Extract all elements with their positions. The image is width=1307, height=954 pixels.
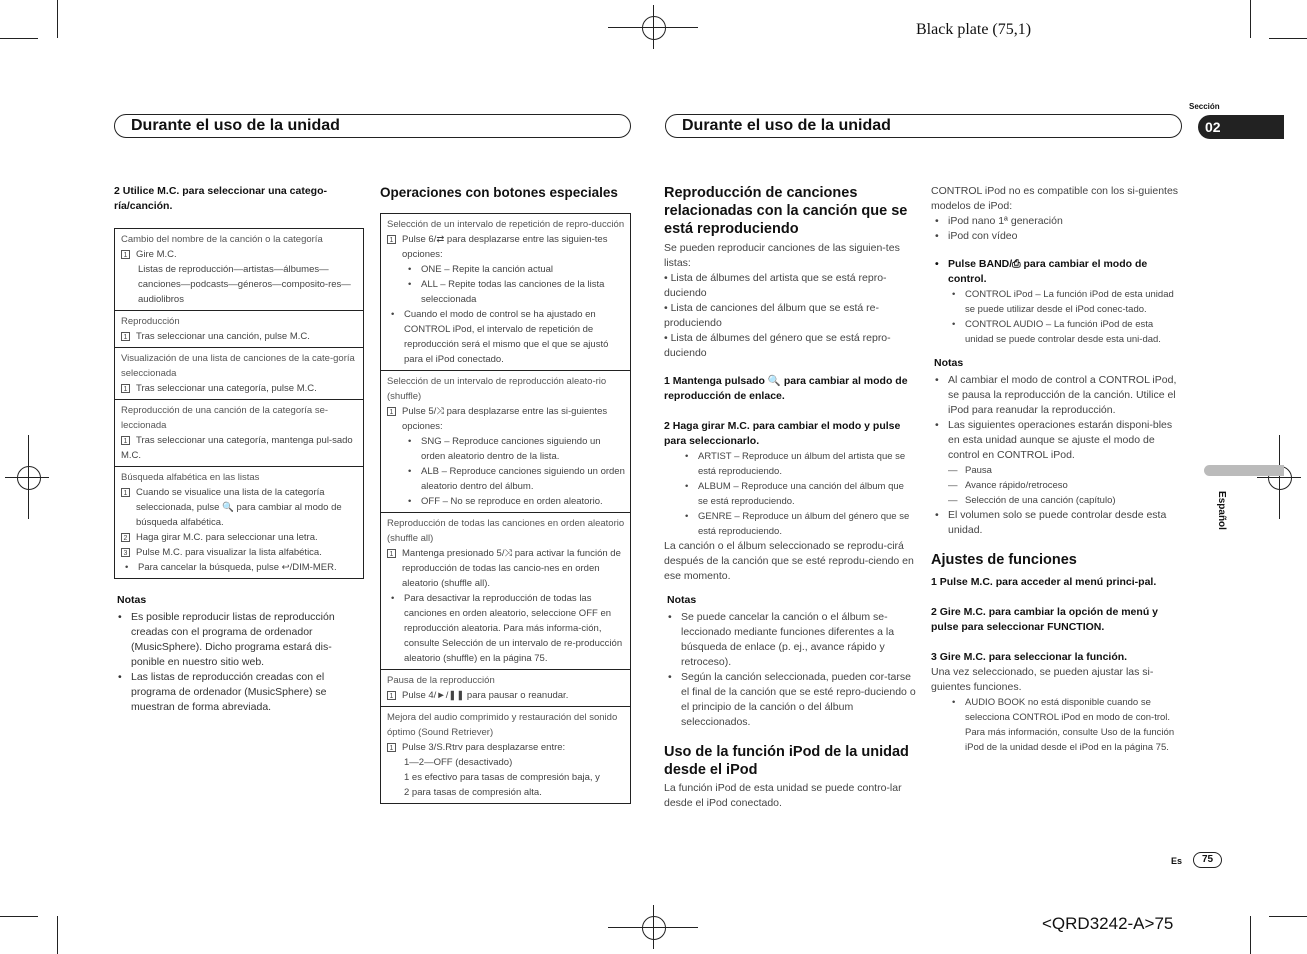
row-text: Pulse 5/⤨ para desplazarse entre las si-guientes opciones:	[402, 406, 608, 432]
section-number: 02	[1205, 119, 1221, 135]
paragraph: La canción o el álbum seleccionado se reprodu-cirá después de la canción que se esté reprodu-ciendo en ese momento.	[664, 540, 914, 582]
table-row	[381, 513, 630, 670]
paragraph: Una vez seleccionado, se pueden ajustar las si-guientes funciones.	[931, 666, 1154, 693]
step-1-heading: 1 Mantenga pulsado 🔍 para cambiar al modo de reproducción de enlace.	[664, 375, 908, 402]
option-item: • ALBUM – Reproduce una canción del álbum que se está reproduciendo.	[664, 479, 916, 509]
crop-mark	[0, 38, 38, 39]
footer-code: <QRD3242-A>75	[1042, 914, 1174, 933]
paragraph: CONTROL iPod no es compatible con los si-guientes modelos de iPod:	[931, 185, 1179, 212]
row-heading: Búsqueda alfabética en las listas	[121, 472, 260, 483]
row-heading: Mejora del audio comprimido y restauración del sonido óptimo (Sound Retriever)	[387, 712, 618, 738]
step-number-icon: 1	[387, 743, 396, 752]
row-heading: Selección de un intervalo de reproducción aleato-rio (shuffle)	[387, 376, 607, 402]
option-item: • CONTROL AUDIO – La función iPod de esta unidad se puede controlar desde esta uni-dad.	[931, 317, 1183, 347]
row-text: 2 para tasas de compresión alta.	[404, 787, 542, 798]
note-item: • Al cambiar el modo de control a CONTROL iPod, se pausa la reproducción de la canción. Utilice el iPod para reanudar la reproducción.	[931, 373, 1183, 418]
section-tab	[1198, 115, 1284, 139]
function-settings-heading: Ajustes de funciones	[931, 552, 1077, 568]
row-heading: Cambio del nombre de la canción o la categoría	[121, 234, 323, 245]
row-text: Mantenga presionado 5/⤨ para activar la función de reproducción de todas las cancio-nes en orden aleatorio (shuffle all).	[402, 548, 621, 589]
step-number-icon: 1	[387, 691, 396, 700]
side-tab-bar	[1204, 465, 1284, 476]
step-2-heading: 2 Gire M.C. para cambiar la opción de menú y pulse para seleccionar FUNCTION.	[931, 606, 1158, 633]
table-row	[381, 371, 630, 513]
table-row	[115, 229, 363, 311]
row-text: Tras seleccionar una categoría, pulse M.C.	[136, 383, 317, 394]
step-number-icon: 1	[121, 384, 130, 393]
special-buttons-table	[380, 213, 631, 804]
row-heading: Reproducción de una canción de la categoría se-leccionada	[121, 405, 329, 431]
left-section-header: Durante el uso de la unidad	[114, 114, 631, 138]
note-item: • Las siguientes operaciones estarán disponi-bles en esta unidad aunque se ajuste el modo de control en CONTROL iPod.	[931, 418, 1183, 463]
crop-mark	[1269, 916, 1307, 917]
registration-line	[1279, 435, 1280, 519]
table-row	[115, 400, 363, 467]
list-item: • iPod con vídeo	[931, 229, 1183, 244]
row-text: Pulse 3/S.Rtrv para desplazarse entre:	[402, 742, 566, 753]
row-text: Listas de reproducción—artistas—álbumes—canciones—podcasts—géneros—composito-res—audiolibros	[138, 264, 351, 305]
crop-mark	[1269, 38, 1307, 39]
step-number-icon: 1	[387, 235, 396, 244]
list-item: • Lista de álbumes del género que se está repro-duciendo	[664, 332, 891, 359]
column-2	[380, 184, 631, 804]
row-text: Tras seleccionar una categoría, mantenga pul-sado M.C.	[121, 435, 353, 461]
row-heading: Reproducción	[121, 316, 180, 327]
option-item: • GENRE – Reproduce un álbum del género que se está reproduciendo.	[664, 509, 916, 539]
row-text: • Para desactivar la reproducción de todas las canciones en orden aleatorio, seleccione OFF en reproducción aleatoria. Para más informa-ción, consulte Selección de un intervalo de re-producción aleatorio (shuffle) en la página 75.	[387, 591, 625, 666]
registration-mark	[17, 466, 41, 490]
row-text: Tras seleccionar una canción, pulse M.C.	[136, 331, 310, 342]
step-number-icon: 1	[121, 436, 130, 445]
link-play-heading: Reproducción de canciones relacionadas con la canción que se está reproduciendo	[664, 185, 908, 237]
step-2-heading: 2 Haga girar M.C. para cambiar el modo y pulse para seleccionarlo.	[664, 420, 901, 447]
column-3	[664, 184, 916, 811]
crop-mark	[1250, 0, 1251, 38]
table-row	[115, 311, 363, 348]
row-text: Gire M.C.	[136, 249, 177, 260]
dash-item: — Avance rápido/retroceso	[948, 478, 1183, 493]
crop-mark	[1250, 916, 1251, 954]
step-number-icon: 1	[121, 488, 130, 497]
list-item: • Lista de álbumes del artista que se está repro-duciendo	[664, 272, 887, 299]
note-item: • El volumen solo se puede controlar desde esta unidad.	[931, 508, 1183, 538]
note-item: • Es posible reproducir listas de reproducción creadas con el programa de ordenador (MusicSphere). Dicho programa estará dis-ponible en nuestro sitio web.	[114, 610, 364, 670]
notes-title: Notas	[934, 357, 964, 369]
column-1	[114, 184, 364, 715]
table-row	[381, 670, 630, 707]
row-text: Pulse 4/►/❚❚ para pausar o reanudar.	[402, 690, 569, 701]
step-number-icon: 1	[387, 549, 396, 558]
list-item: • iPod nano 1ª generación	[931, 214, 1183, 229]
page-lang: Es	[1171, 856, 1183, 866]
option-item: • ONE – Repite la canción actual	[387, 262, 625, 277]
registration-mark	[642, 916, 666, 940]
row-heading: Selección de un intervalo de repetición de repro-ducción	[387, 219, 625, 230]
step-number-icon: 3	[121, 548, 130, 557]
page-number: 75	[1193, 852, 1222, 868]
crop-mark	[57, 0, 58, 38]
paragraph: La función iPod de esta unidad se puede contro-lar desde el iPod conectado.	[664, 782, 902, 809]
list-item: • Lista de canciones del álbum que se está re-produciendo	[664, 302, 879, 329]
registration-line	[5, 477, 49, 478]
row-text: Pulse M.C. para visualizar la lista alfabética.	[136, 547, 322, 558]
row-text: Haga girar M.C. para seleccionar una letra.	[136, 532, 318, 543]
crop-mark	[57, 916, 58, 954]
side-tab-label: Español	[1215, 491, 1227, 530]
option-item: • ARTIST – Reproduce un álbum del artista que se está reproduciendo.	[664, 449, 916, 479]
option-item: • ALB – Reproduce canciones siguiendo un orden aleatorio dentro del álbum.	[387, 464, 625, 494]
column-4	[931, 184, 1183, 755]
registration-line	[653, 5, 654, 49]
step-1-heading: 1 Pulse M.C. para acceder al menú princi-pal.	[931, 576, 1157, 588]
ipod-control-heading: Uso de la función iPod de la unidad desde el iPod	[664, 744, 909, 778]
note-item: • Se puede cancelar la canción o el álbum se-leccionado mediante funciones diferentes a la búsqueda de enlace (p. ej., avance rápido y retroceso).	[664, 610, 916, 670]
mc-functions-table	[114, 228, 364, 579]
step-number-icon: 1	[121, 250, 130, 259]
special-buttons-title: Operaciones con botones especiales	[380, 185, 618, 200]
band-heading: • Pulse BAND/⎙ para cambiar el modo de control.	[931, 257, 1183, 287]
notes-title: Notas	[117, 594, 147, 606]
row-heading: Reproducción de todas las canciones en orden aleatorio (shuffle all)	[387, 518, 625, 544]
note-item: • Las listas de reproducción creadas con el programa de ordenador (MusicSphere) se muestran de forma abreviada.	[114, 670, 364, 715]
step-number-icon: 1	[121, 332, 130, 341]
registration-line	[653, 905, 654, 949]
step-3-heading: 3 Gire M.C. para seleccionar la función.	[931, 651, 1128, 663]
registration-line	[28, 435, 29, 519]
notes-title: Notas	[667, 594, 697, 606]
row-text: • Cuando el modo de control se ha ajustado en CONTROL iPod, el intervalo de repetición de reproducción será el mismo que el que se ajustó para el iPod conectado.	[387, 307, 625, 367]
step-number-icon: 2	[121, 533, 130, 542]
row-text: Pulse 6/⇄ para desplazarse entre las siguien-tes opciones:	[402, 234, 608, 260]
table-row	[115, 348, 363, 400]
paragraph: Se pueden reproducir canciones de las siguien-tes listas:	[664, 242, 900, 269]
section-label: Sección	[1189, 102, 1220, 111]
table-row	[381, 214, 630, 371]
option-item: • ALL – Repite todas las canciones de la lista seleccionada	[387, 277, 625, 307]
table-row	[381, 707, 630, 803]
row-text: • Para cancelar la búsqueda, pulse ↩/DIM-MER.	[121, 560, 358, 575]
option-item: • CONTROL iPod – La función iPod de esta unidad se puede utilizar desde el iPod conec-tado.	[931, 287, 1183, 317]
dash-item: — Pausa	[948, 463, 1183, 478]
registration-mark	[642, 16, 666, 40]
row-text: 1—2—OFF (desactivado)	[404, 757, 513, 768]
row-heading: Visualización de una lista de canciones de la cate-goría seleccionada	[121, 353, 355, 379]
crop-mark	[0, 916, 38, 917]
option-item: • OFF – No se reproduce en orden aleatorio.	[387, 494, 625, 509]
dash-item: — Selección de una canción (capítulo)	[948, 493, 1183, 508]
row-text: 1 es efectivo para tasas de compresión baja, y	[404, 772, 600, 783]
step-2-heading: 2 Utilice M.C. para seleccionar una catego-ría/canción.	[114, 185, 327, 212]
option-item: • SNG – Reproduce canciones siguiendo un orden aleatorio dentro de la lista.	[387, 434, 625, 464]
note-item: • Según la canción seleccionada, pueden cor-tarse el final de la canción que se esté repro-duciendo o el principio de la canción o del álbum seleccionados.	[664, 670, 916, 730]
row-heading: Pausa de la reproducción	[387, 675, 495, 686]
right-section-header: Durante el uso de la unidad	[665, 114, 1182, 138]
table-row	[115, 467, 363, 578]
step-number-icon: 1	[387, 407, 396, 416]
row-text: Cuando se visualice una lista de la categoría seleccionada, pulse 🔍 para cambiar al modo de búsqueda alfabética.	[136, 487, 342, 528]
option-item: • AUDIO BOOK no está disponible cuando se selecciona CONTROL iPod en modo de con-trol. Para más información, consulte Uso de la función iPod de la unidad desde el iPod en la página 75.	[931, 695, 1183, 755]
plate-label: Black plate (75,1)	[916, 21, 1032, 38]
